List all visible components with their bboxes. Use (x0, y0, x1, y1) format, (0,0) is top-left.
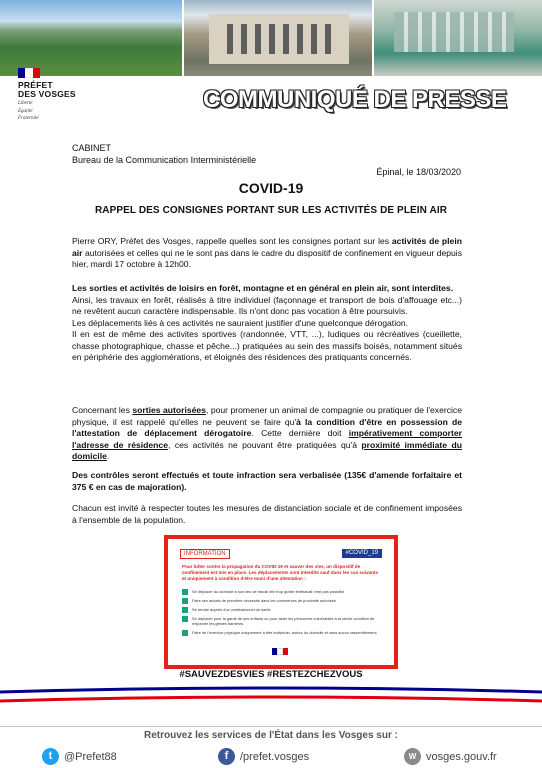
covid-tag: #COVID_19 (342, 549, 382, 558)
cabinet-label: CABINET (72, 143, 112, 153)
www-icon: W (404, 748, 421, 765)
industrial-facility-photo (374, 0, 542, 76)
communique-banner: COMMUNIQUÉ DE PRESSE (203, 86, 507, 113)
facebook-handle: /prefet.vosges (240, 750, 310, 763)
page-subtitle: RAPPEL DES CONSIGNES PORTANT SUR LES ACTIVITÉS DE PLEIN AIR (94, 205, 448, 216)
header-photo-strip (0, 0, 542, 76)
facebook-link[interactable] (218, 748, 309, 765)
marianne-flag-icon (18, 68, 40, 78)
page-title: COVID-19 (238, 180, 304, 196)
logo-devise-2: Égalité (18, 108, 33, 114)
website-url: vosges.gouv.fr (426, 750, 497, 763)
footer-heading: Retrouvez les services de l'État dans les Vosges sur : (144, 730, 398, 741)
marianne-flag-icon (272, 648, 288, 655)
twitter-handle: @Prefet88 (64, 750, 117, 763)
cabinet-block (72, 142, 256, 166)
logo-line2: DES VOSGES (18, 89, 76, 99)
list-item: Faire ses achats de première nécessité dans les commerces de proximité autorisés (182, 598, 380, 603)
bureau-label: Bureau de la Communication Interministérielle (72, 155, 257, 165)
logo-line1: PRÉFET (18, 80, 53, 90)
twitter-link[interactable] (42, 748, 117, 765)
paragraph-intro: Pierre ORY, Préfet des Vosges, rappelle quelles sont les consignes portant sur les activités de plein air autorisées et celles qui ne le sont pas dans le cadre du dispositif de confinement en vigueur depuis hier, mardi 17 octobre à 12h00. (72, 236, 462, 269)
footer-divider (0, 726, 542, 727)
paragraph-sorties-autorisees: Concernant les sorties autorisées, pour promener un animal de compagnie ou pratiquer de l'exercice physique, il est rappelé qu'elles ne peuvent se faire qu'à la condition d'être en possession de l'attestation de déplacement dérogatoire. Cette dernière doit impérativement comporter l'adresse de résidence, ces activités ne pouvant être pratiquées qu'à proximité immédiate du domicile. (72, 405, 463, 461)
prefecture-building-photo (184, 0, 372, 76)
information-list (182, 589, 380, 639)
paragraph-distanciation: Chacun est invité à respecter toutes les mesures de distanciation sociale et de confinement imposées à l'ensemble de la population. (72, 503, 462, 525)
paragraph-controles: Des contrôles seront effectués et toute infraction sera verbalisée (135€ d'amende forfaitaire et 375 € en cas de majoration). (72, 470, 462, 492)
paragraph-interdictions: Les sorties et activités de loisirs en forêt, montagne et en général en plein air, sont interdites. Ainsi, les travaux en forêt, réalisés à titre individuel (façonnage et transport de bois d'affouage etc...) ne revêtent aucun caractère indispensable. Ils n'ont donc pas vocation à être poursuivis. Les déplacements liés à ces activités ne sauraient justifier d'une quelconque dérogation. Il en est de même des activites sportives (randonnée, VTT, ...), ludiques ou récréatives (cueillette, chasse photographique, chasse et pêche...) pratiquées au sein des massifs boisés, notamment situés en périphérie des agglomérations, et éloignés des résidences des pratiquants concernés. (72, 283, 462, 362)
landscape-photo (0, 0, 182, 76)
information-poster (164, 535, 398, 669)
tricolor-wave-divider (0, 686, 542, 706)
date-line: Épinal, le 18/03/2020 (376, 167, 461, 177)
prefet-logo (18, 68, 88, 122)
logo-devise-1: Liberté (18, 101, 33, 106)
website-link[interactable] (404, 748, 497, 765)
list-item: Se déplacer du domicile à son lieu de travail elle trop quelle télétravail n'est pas possible (182, 589, 380, 594)
facebook-icon: f (218, 748, 235, 765)
information-lead: Pour lutter contre la propagation du COVID-19 et sauver des vies, un dispositif de confinement est mis en place. Les déplacements sont interdits sauf dans les cas suivants et uniquement à condition d'être muni d'une attestation : (182, 564, 379, 581)
list-item: Se rendre auprès d'un professionnel de santé (182, 607, 380, 612)
hashtags: #SAUVEZDESVIES #RESTEZCHEZVOUS (179, 669, 363, 680)
list-item: Se déplacer pour la garde de ses enfants ou pour aider les personnes vulnérables à la stricte condition de respecter les gestes barrières (182, 616, 380, 626)
logo-devise-3: Fraternité (18, 116, 39, 121)
interdictions-lead: Les sorties et activités de loisirs en forêt, montagne et en général en plein air, sont interdites. (72, 283, 454, 293)
twitter-icon: t (42, 748, 59, 765)
list-item: Faire de l'exercice physique uniquement à titre individuel, autour du domicile et sans aucun rassemblement (182, 630, 380, 635)
information-tag: INFORMATION (180, 549, 230, 559)
